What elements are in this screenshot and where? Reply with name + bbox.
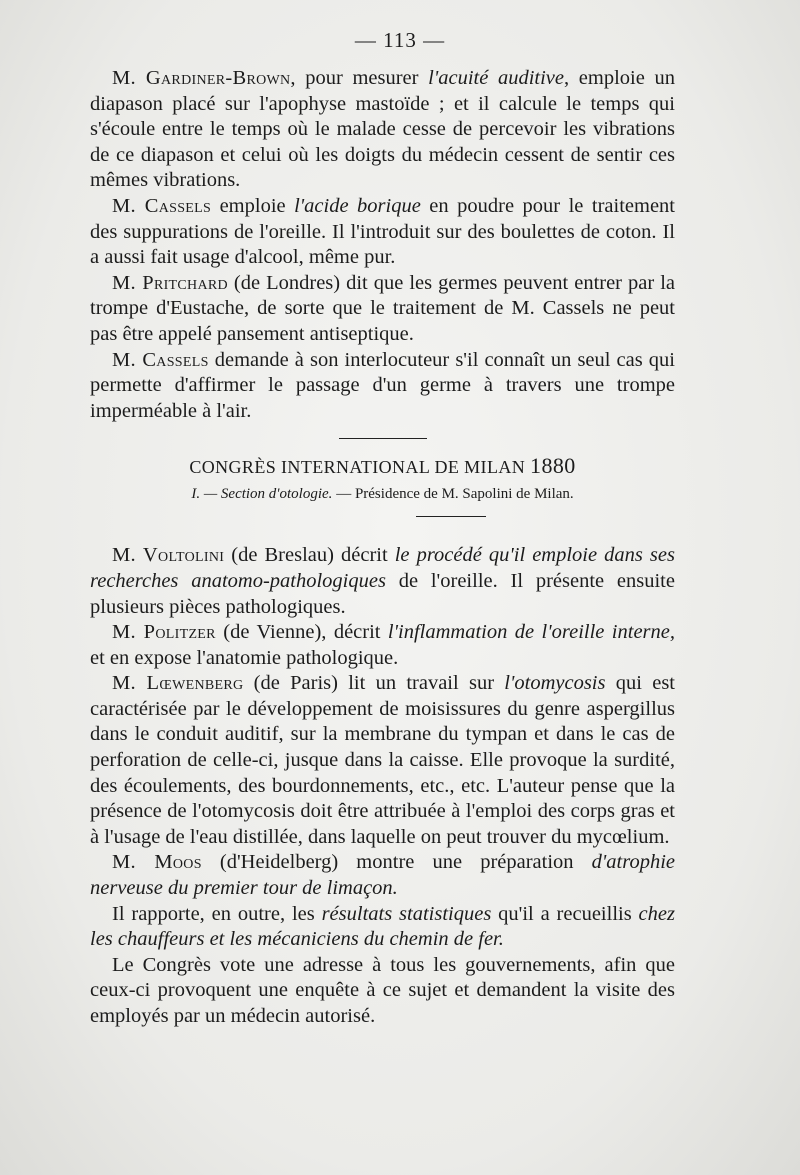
author-name: M. Cassels <box>112 194 212 217</box>
paragraph-gardiner-brown: M. Gardiner-Brown, pour mesurer l'acuité auditive, emploie un diapason placé sur l'apophyse mastoïde ; et il calcule le temps qui s'écoule entre le temps où le malade cesse de percevoir les vibrations de ce diapason et celui où les doigts du médecin cessent de sentir ces mêmes vibrations. <box>90 67 675 192</box>
page-number: — 113 — <box>354 28 446 52</box>
paragraph-statistics: Il rapporte, en outre, les résultats statistiques qu'il a recueillis chez les chauffeurs et les mécaniciens du chemin de fer. <box>90 902 675 951</box>
emphasis: l'acuité auditive <box>428 67 565 89</box>
emphasis: d'atrophie nerveuse du premier tour de limaçon. <box>90 851 675 900</box>
section-divider <box>339 438 427 439</box>
section-title: CONGRÈS INTERNATIONAL DE MILAN 1880 <box>189 453 576 479</box>
emphasis: l'otomycosis <box>504 672 606 695</box>
paragraph-voltolini: M. Voltolini (de Breslau) décrit le procédé qu'il emploie dans ses recherches anatomo-pathologiques de l'oreille. Il présente ensuite plusieurs pièces pathologiques. <box>90 544 675 618</box>
author-name: M. Voltolini <box>112 544 225 567</box>
emphasis: l'acide borique <box>294 194 421 217</box>
author-name: M. Pritchard <box>112 271 228 294</box>
author-name: M. Gardiner-Brown <box>112 67 291 89</box>
emphasis: résultats statistiques <box>321 902 492 925</box>
paragraph-moos: M. Moos (d'Heidelberg) montre une préparation d'atrophie nerveuse du premier tour de limaçon. <box>90 851 675 900</box>
author-name: M. Cassels <box>112 348 209 371</box>
emphasis: le procédé qu'il emploie dans ses recherches anatomo-pathologiques <box>90 544 675 592</box>
paragraph-cassels: M. Cassels emploie l'acide borique en poudre pour le traitement des suppurations de l'oreille. Il l'introduit sur des boulettes de coton. Il a aussi fait usage d'alcool, même pur. <box>90 194 675 269</box>
emphasis: l'inflammation de l'oreille interne, <box>387 621 675 644</box>
author-name: M. Lœwenberg <box>112 672 244 695</box>
paragraph-congress-vote: Le Congrès vote une adresse à tous les gouvernements, afin que ceux-ci provoquent une enquête à ce sujet et demandent la visite des employés par un médecin autorisé. <box>90 953 675 1027</box>
emphasis: chez les chauffeurs et les mécaniciens du chemin de fer. <box>90 902 675 951</box>
paragraph-loewenberg: M. Lœwenberg (de Paris) lit un travail sur l'otomycosis qui est caractérisée par le développement de moisissures du genre aspergillus dans le conduit auditif, sur la membrane du tympan et dans le cas de perforation de celle-ci, jusque dans la caisse. Elle provoque la surdité, des écoulements, des bourdonnements, etc., etc. L'auteur pense que la présence de l'otomycosis doit être attribuée à l'emploi des corps gras et à l'usage de l'eau distillée, dans laquelle on peut trouver du mycœlium. <box>90 672 675 848</box>
author-name: M. Moos <box>112 851 202 874</box>
text-body <box>90 66 675 1030</box>
section-subtitle: I. — Section d'otologie. — Présidence de M. Sapolini de Milan. <box>191 486 574 503</box>
paragraph-pritchard: M. Pritchard (de Londres) dit que les germes peuvent entrer par la trompe d'Eustache, de sorte que le traitement de M. Cassels ne peut pas être appelé pansement antiseptique. <box>90 271 675 345</box>
section-year: 1880 <box>530 453 576 479</box>
paragraph-cassels-reply: M. Cassels demande à son interlocuteur s'il connaît un seul cas qui permette d'affirmer le passage d'un germe à travers une trompe imperméable à l'air. <box>90 348 675 422</box>
author-name: M. Politzer <box>112 621 216 644</box>
paragraph-politzer: M. Politzer (de Vienne), décrit l'inflammation de l'oreille interne, et en expose l'anatomie pathologique. <box>90 621 675 669</box>
